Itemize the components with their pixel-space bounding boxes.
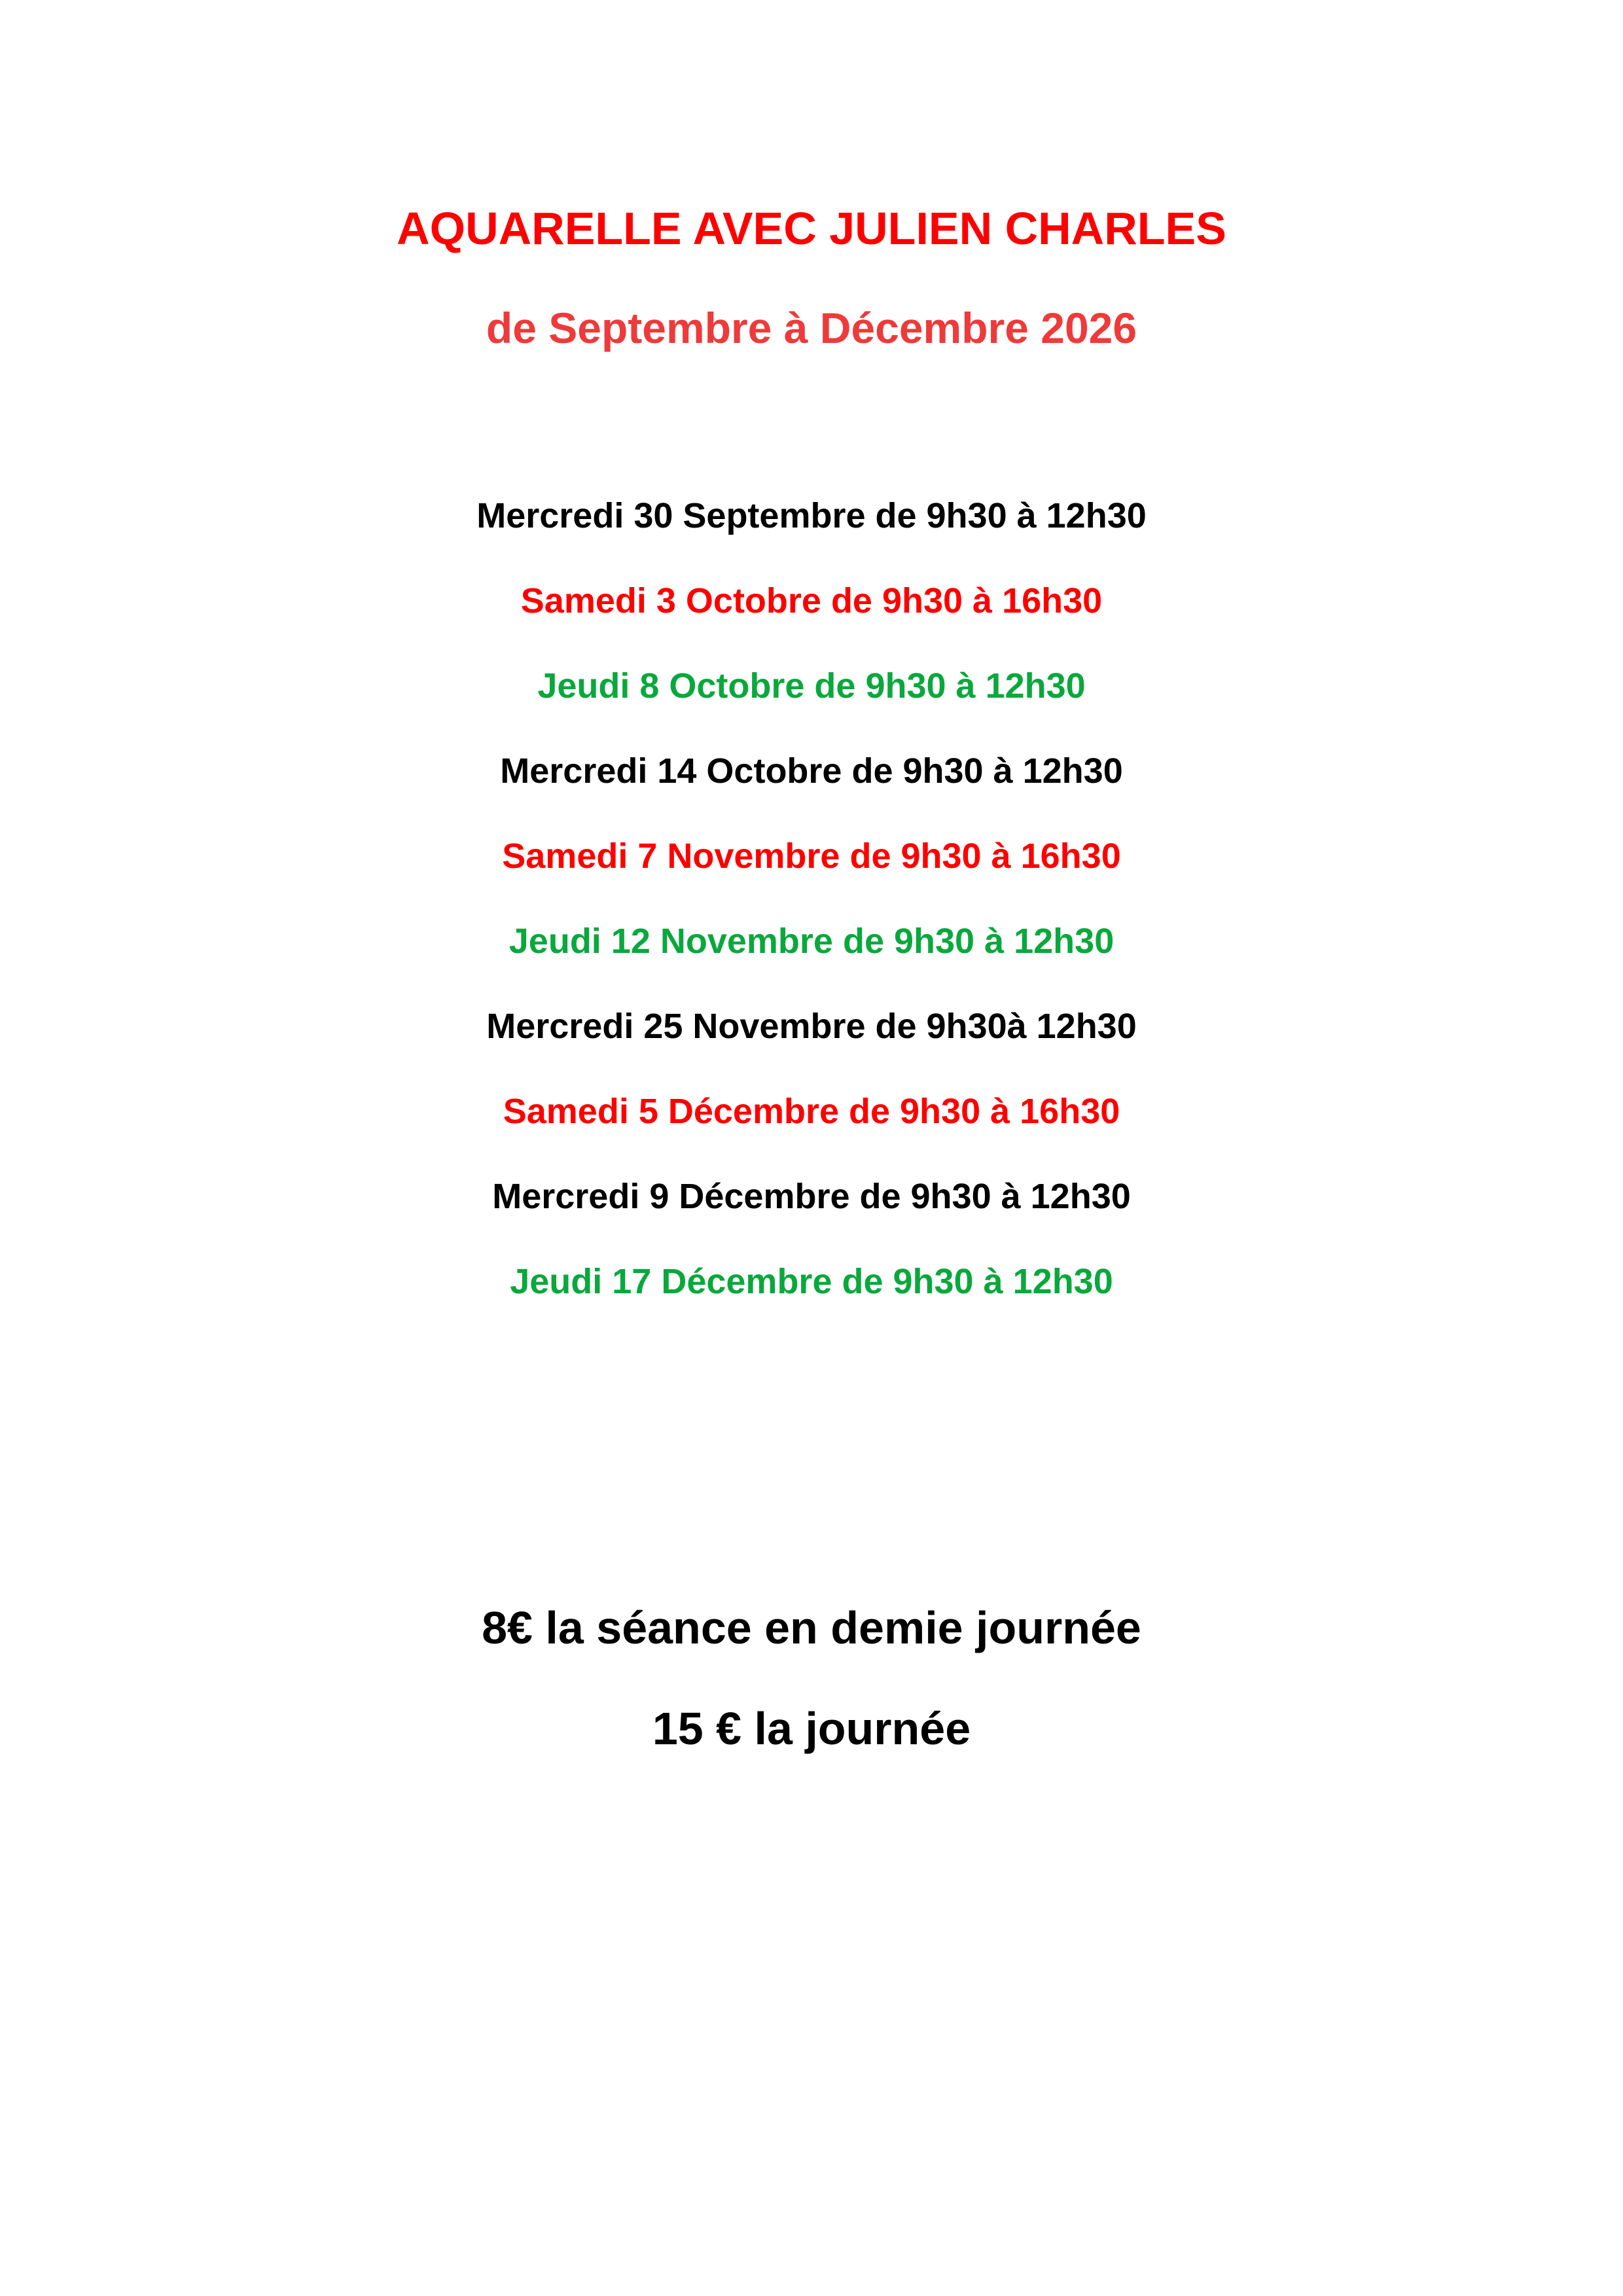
session-item: Mercredi 25 Novembre de 9h30à 12h30 [486,1007,1137,1046]
session-item: Mercredi 14 Octobre de 9h30 à 12h30 [500,751,1123,791]
session-item: Samedi 3 Octobre de 9h30 à 16h30 [520,581,1103,620]
session-item: Mercredi 9 Décembre de 9h30 à 12h30 [492,1177,1131,1216]
price-half-day: 8€ la séance en demie journée [482,1602,1141,1653]
session-item: Jeudi 12 Novembre de 9h30 à 12h30 [508,922,1115,961]
page-title: AQUARELLE AVEC JULIEN CHARLES [397,203,1226,254]
session-item: Jeudi 17 Décembre de 9h30 à 12h30 [510,1262,1113,1301]
session-item: Mercredi 30 Septembre de 9h30 à 12h30 [476,496,1147,535]
session-item: Samedi 5 Décembre de 9h30 à 16h30 [503,1092,1120,1131]
session-item: Jeudi 8 Octobre de 9h30 à 12h30 [537,666,1086,706]
price-full-day: 15 € la journée [652,1703,971,1754]
session-item: Samedi 7 Novembre de 9h30 à 16h30 [502,836,1121,876]
session-list [0,492,1623,1343]
page-subtitle: de Septembre à Décembre 2026 [486,304,1137,352]
